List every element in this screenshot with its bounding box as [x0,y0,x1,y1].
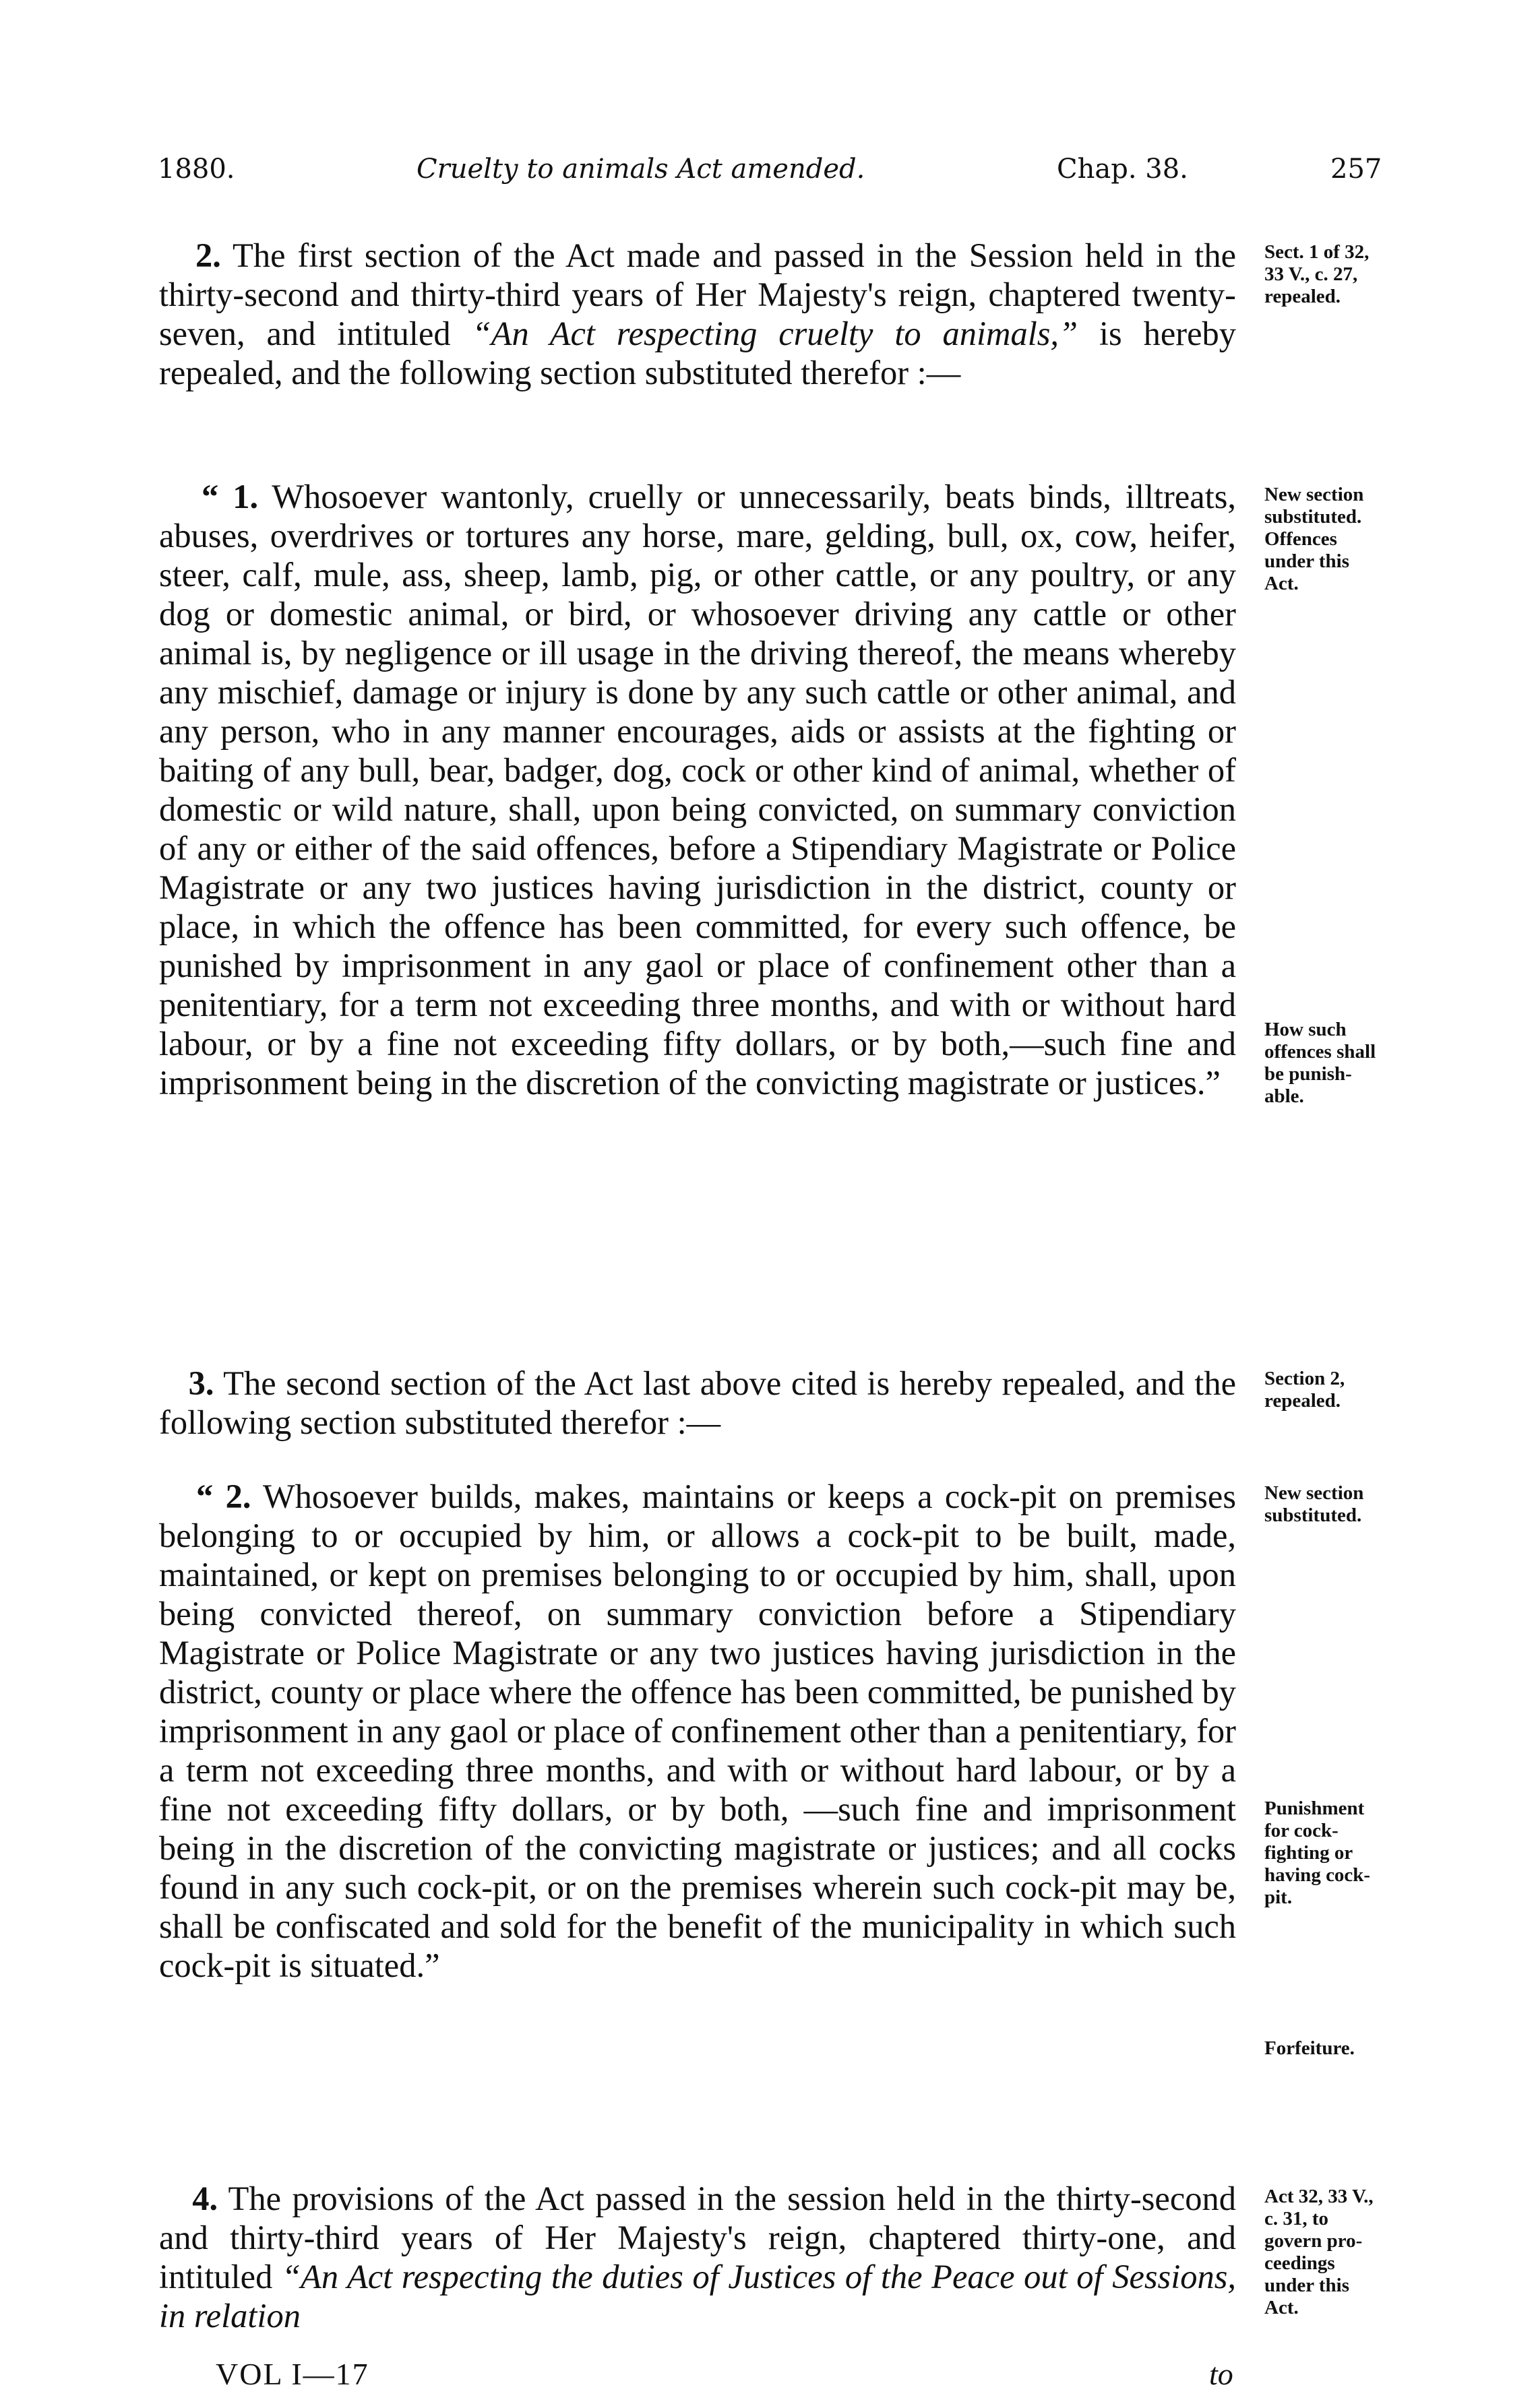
section-2-intro [159,236,1236,438]
note-line: fighting or [1264,1842,1353,1864]
section-text: Whosoever builds, makes, maintains or keeps a cock-pit on premises belonging to or occupied by him, or allows a cock-pit to be built, made, maintained, or kept on premises belonging to or occupied by him, shall, upon being convicted thereof, on summary conviction before a Stipendiary Magistrate or Police Magistrate or any two justices having jurisdiction in the district, county or place where the offence has been committed, be punished by imprisonment in any gaol or place of confinement other than a penitentiary, for a term not exceeding three months, and with or without hard labour, or by a fine not exceeding fifty dollars, or by both, —such fine and imprisonment being in the discretion of the convicting magistrate or justices; and all cocks found in any such cock-pit, or on the premises wherein such cock-pit may be, shall be confiscated and sold for the benefit of the municipality in which such cock-pit is situated.” [159,1478,1236,1984]
note-line: repealed. [1264,1390,1341,1412]
note-line: New section [1264,1482,1364,1504]
note-line: for cock- [1264,1820,1339,1841]
marginal-note-section-2-repealed [1264,1368,1419,1412]
note-line: New section [1264,484,1364,505]
note-line: Sect. 1 of 32, [1264,241,1370,263]
act-title: “An Act respecting the duties of Justices of the Peace out of Sessions, in relation [159,2258,1236,2335]
note-line: 33 V., c. 27, [1264,263,1358,285]
note-line: able. [1264,1085,1304,1107]
marginal-note-act-32-33 [1264,2186,1419,2319]
note-line: be punish- [1264,1063,1352,1085]
note-line: Offences [1264,528,1337,550]
note-line: having cock- [1264,1864,1371,1886]
header-title: Cruelty to animals Act amended. [417,154,865,185]
page-number: 257 [1330,154,1382,185]
marginal-note-forfeiture [1264,2037,1419,2060]
section-number: 3. [188,1364,214,1402]
note-line: Section 2, [1264,1368,1345,1389]
new-section-2 [159,1477,1236,2151]
note-line: govern pro- [1264,2230,1363,2252]
note-line: ceedings [1264,2252,1335,2274]
marginal-note-punishment [1264,1019,1419,1108]
note-line: substituted. [1264,506,1362,528]
act-title: “An Act respecting cruelty to animals,” [472,315,1078,352]
catchword: to [1209,2357,1233,2391]
section-number: 2. [195,236,221,274]
marginal-note-section-substituted [1264,1482,1419,1527]
section-number: “ 1. [202,478,259,515]
section-text: The second section of the Act last above cited is hereby repealed, and the following section substituted therefor :— [159,1364,1237,1441]
note-line: How such [1264,1019,1347,1040]
note-line: substituted. [1264,1504,1362,1526]
header-chapter: Chap. 38. [1057,154,1188,185]
volume-signature: VOL I—17 [216,2357,369,2391]
section-text: The provisions of the Act passed in the session held in the thirty-second and thirty-third years of Her Majesty's reign, chaptered thirty-one, and intituled [159,2180,1236,2295]
note-line: under this [1264,550,1349,572]
note-line: offences shall [1264,1041,1376,1063]
marginal-note-repeal [1264,241,1419,308]
section-text: Whosoever wantonly, cruelly or unnecessarily, beats binds, illtreats, abuses, overdrives or tortures any horse, mare, gelding, bull, ox, cow, heifer, steer, calf, mule, ass, sheep, lamb, pig, or other cattle, or any poultry, or any dog or domestic animal, or bird, or whosoever driving any cattle or other animal is, by negligence or ill usage in the driving thereof, the means whereby any mischief, damage or injury is done by any such cattle or other animal, and any person, who in any manner encourages, aids or assists at the fighting or baiting of any bull, bear, badger, dog, cock or other kind of animal, whether of domestic or wild nature, shall, upon being convicted, on summary conviction of any or either of the said offences, before a Stipendiary Magistrate or Police Magistrate or any two justices having jurisdiction in the district, county or place, in which the offence has been committed, for every such offence, be punished by imprisonment in any gaol or place of confinement other than a penitentiary, for a term not exceeding three months, and with or without hard labour, or by a fine not exceeding fifty dollars, or by both,—such fine and imprisonment being in the discretion of the convicting magistrate or justices.” [159,478,1237,1102]
note-line: Act 32, 33 V., [1264,2186,1374,2207]
note-line: under this [1264,2275,1349,2296]
note-line: Act. [1264,2297,1299,2318]
header-year: 1880. [158,154,235,185]
marginal-note-cock-fighting [1264,1798,1419,1909]
note-line: Act. [1264,573,1299,594]
note-line: c. 31, to [1264,2208,1329,2229]
section-3-intro [159,1364,1236,1445]
note-line: repealed. [1264,286,1341,307]
section-number: “ 2. [196,1478,251,1515]
note-line: Punishment [1264,1798,1365,1819]
section-text: The first section of the Act made and passed in the Session held in the thirty-second and thirty-third years of Her Majesty's reign, chaptered twenty-seven, and intituled [159,236,1236,352]
new-section-1 [159,477,1236,1326]
section-number: 4. [192,2180,218,2217]
note-line: pit. [1264,1887,1293,1908]
section-4-intro [159,2179,1236,2347]
marginal-note-new-section [1264,484,1419,595]
note-line: Forfeiture. [1264,2037,1355,2059]
section-text-tail: is hereby repealed, and the following section substituted therefor :— [159,315,1236,391]
